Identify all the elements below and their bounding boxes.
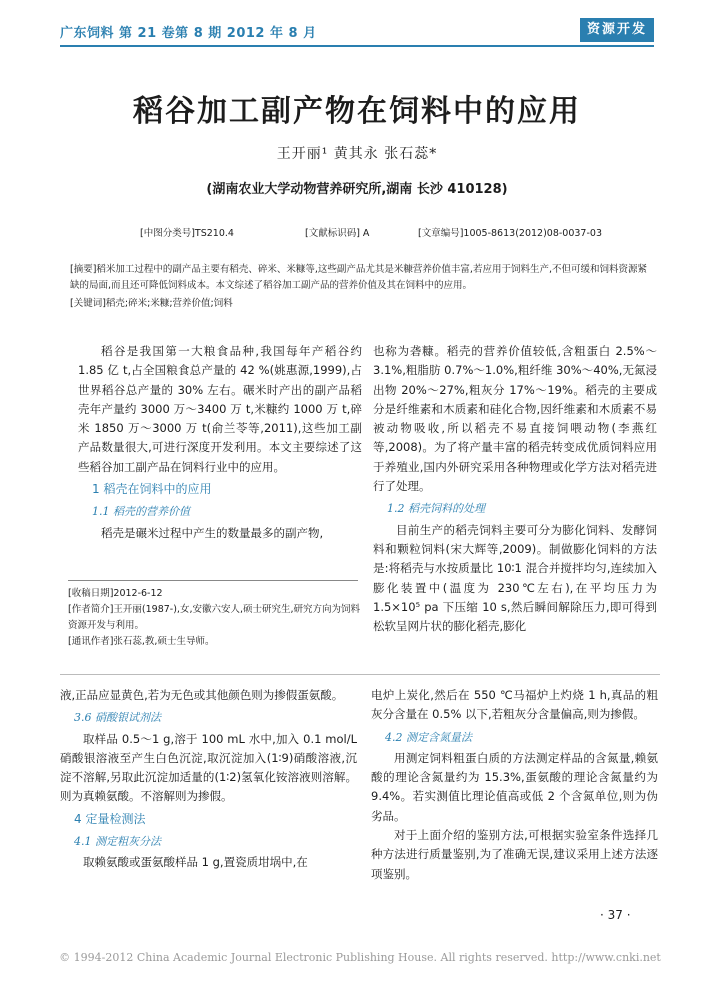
page-number: · 37 · [600, 908, 631, 922]
authors: 王开丽¹ 黄其永 张石蕊* [276, 146, 438, 162]
paragraph: 稻壳是碾米过程中产生的数量最多的副产物, [101, 525, 324, 540]
paragraph: 稻谷是我国第一大粮食品种,我国每年产稻谷约 1.85 亿 t,占全国粮食总产量的 42 %(姚惠源,1999),占世界稻谷总产量的 30% 左右。碾米时产出的副产品稻壳年产量约 3000 万～3400 万 t,米糠约 1000 万 t,碎米 1850 万～3000 万 t(俞兰苓等,2011),这些加工副产品数量很大,可进行深度开发利用。本文主要综述了这些稻谷加工副产品在饲料行业中的应用。 [78, 344, 362, 474]
footnote-rule [68, 580, 358, 581]
corresponding-author: [通讯作者]张石蕊,教,硕士生导师。 [68, 636, 215, 647]
subsection-heading-1-1: 1.1 稻壳的营养价值 [92, 505, 190, 519]
author-bio: [作者简介]王开丽(1987-),女,安徽六安人,硕士研究生,研究方向为饲料资源开发与利用。 [68, 604, 361, 631]
header-rule [60, 45, 654, 47]
section-heading-4: 4 定量检测法 [74, 811, 146, 826]
section-badge: 资源开发 [580, 18, 654, 42]
paragraph: 也称为砻糠。稻壳的营养价值较低,含粗蛋白 2.5%～3.1%,粗脂肪 0.7%～1.0%,粗纤维 30%～40%,无氮浸出物 20%～27%,粗灰分 17%～19%。稻壳的主要成分是纤维素和木质素和硅化合物,因纤维素和木质素不易被动物吸收,所以稻壳不易直接饲喂动物(李燕红等,2008)。为了将产量丰富的稻壳转变成优质饲料应用于养殖业,国内外研究采用各种物理或化学方法对稻壳进行了处理。 [373, 344, 657, 494]
page-split-divider [60, 674, 660, 675]
column-3 [60, 686, 357, 873]
abstract: [摘要]稻米加工过程中的副产品主要有稻壳、碎米、米糠等,这些副产品尤其是米糠营养价值丰富,若应用于饲料生产,不但可缓和饲料资源紧缺的局面,而且还可降低饲料成本。本文综述了稻谷加工副产品的营养价值及其在饲料中的应用。 [70, 264, 647, 291]
section-heading-1: 1 稻壳在饲料中的应用 [92, 482, 212, 497]
paragraph: 目前生产的稻壳饲料主要可分为膨化饲料、发酵饲料和颗粒饲料(宋大辉等,2009)。制做膨化饲料的方法是:将稻壳与水按质量比 10∶1 混合并搅拌均匀,连续加入膨化装置中(温度为 230℃左右),在平均压力为 1.5×10⁵ pa 下压缩 10 s,然后瞬间解除压力,即可得到松软呈网片状的膨化稻壳,膨化 [373, 522, 657, 634]
paragraph: 对于上面介绍的鉴别方法,可根据实验室条件选择几种方法进行质量鉴别,为了准确无误,建议采用上述方法逐项鉴别。 [371, 828, 658, 881]
column-4 [371, 686, 658, 884]
paragraph: 取样品 0.5～1 g,溶于 100 mL 水中,加入 0.1 mol/L 硝酸银溶液至产生白色沉淀,取沉淀加入(1∶9)硝酸溶液,沉淀不溶解,另取此沉淀加适量的(1∶2)氢氧化铵溶液则溶解。则为真赖氨酸。不溶解则为掺假。 [60, 731, 357, 804]
subsection-heading-4-2: 4.2 测定含氮量法 [385, 730, 472, 744]
clc-number: [中图分类号]TS210.4 [140, 228, 234, 239]
paragraph: 取赖氨酸或蛋氨酸样品 1 g,置瓷质坩埚中,在 [83, 855, 308, 870]
subsection-heading-4-1: 4.1 测定粗灰分法 [74, 835, 161, 849]
subsection-heading-3-6: 3.6 硝酸银试剂法 [74, 711, 161, 725]
keywords: [关键词]稻壳;碎米;米糠;营养价值;饲料 [70, 298, 233, 309]
column-2 [373, 342, 657, 636]
document-code: [文献标识码] A [305, 228, 370, 239]
received-date: [收稿日期]2012-6-12 [68, 588, 163, 599]
column-1 [78, 342, 362, 543]
footnotes [68, 586, 360, 650]
copyright-footer: © 1994-2012 China Academic Journal Electronic Publishing House. All rights reserved. http://www.cnki.net [59, 951, 661, 964]
article-number: [文章编号]1005-8613(2012)08-0037-03 [418, 228, 602, 239]
paragraph: 电炉上炭化,然后在 550 ℃马福炉上灼烧 1 h,真品的粗灰分含量在 0.5% 以下,若粗灰分含量偏高,则为掺假。 [371, 688, 658, 722]
subsection-heading-1-2: 1.2 稻壳饲料的处理 [387, 502, 485, 516]
journal-header: 广东饲料 第 21 卷第 8 期 2012 年 8 月 [60, 26, 317, 41]
affiliation: (湖南农业大学动物营养研究所,湖南 长沙 410128) [206, 182, 508, 197]
paragraph: 液,正品应显黄色,若为无色或其他颜色则为掺假蛋氨酸。 [60, 688, 344, 702]
article-title: 稻谷加工副产物在饲料中的应用 [133, 94, 581, 129]
paragraph: 用测定饲料粗蛋白质的方法测定样品的含氮量,赖氨酸的理论含氮量约为 15.3%,蛋氨酸的理论含氮量约为 9.4%。若实测值比理论值高或低 2 个含氮单位,则为伪劣品。 [371, 750, 658, 823]
